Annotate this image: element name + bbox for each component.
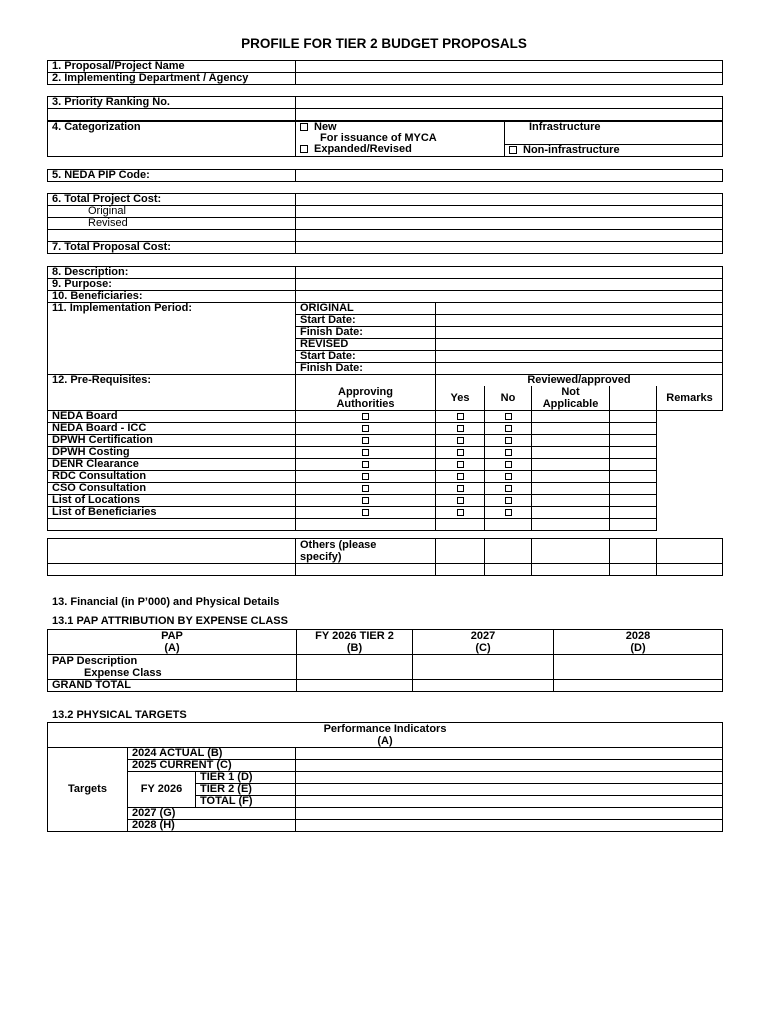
not-applicable-header: Not Applicable bbox=[532, 386, 610, 411]
prerequisite-row bbox=[48, 507, 723, 519]
total-project-cost-label: 6. Total Project Cost: bbox=[48, 194, 296, 206]
grand-total-label: GRAND TOTAL bbox=[48, 680, 297, 692]
checkbox-icon[interactable] bbox=[457, 425, 464, 432]
financial-heading: 13. Financial (in P’000) and Physical Details bbox=[52, 596, 280, 608]
tier2-label: TIER 2 (E) bbox=[196, 784, 296, 796]
revised-finish-date-label: Finish Date: bbox=[296, 363, 436, 375]
checkbox-icon[interactable] bbox=[362, 473, 369, 480]
prerequisite-row bbox=[48, 459, 723, 471]
description-label: 8. Description: bbox=[48, 267, 296, 279]
checkbox-icon[interactable] bbox=[457, 449, 464, 456]
prerequisite-row bbox=[48, 447, 723, 459]
revised-finish-date-field[interactable] bbox=[436, 363, 723, 375]
physical-targets-table bbox=[47, 722, 723, 832]
checkbox-icon[interactable] bbox=[505, 437, 512, 444]
approving-authorities-header: Approving Authorities bbox=[296, 386, 436, 411]
prerequisite-label: List of Beneficiaries bbox=[48, 507, 296, 519]
prerequisite-label: DPWH Certification bbox=[48, 435, 296, 447]
implementing-agency-field[interactable] bbox=[296, 73, 723, 85]
beneficiaries-label: 10. Beneficiaries: bbox=[48, 291, 296, 303]
new-option[interactable]: New bbox=[296, 122, 505, 134]
prerequisite-row bbox=[48, 471, 723, 483]
fy2026-header: FY 2026 TIER 2 (B) bbox=[297, 630, 413, 655]
checkbox-icon[interactable] bbox=[505, 413, 512, 420]
prerequisites-rows bbox=[48, 411, 723, 531]
no-header: No bbox=[485, 386, 532, 411]
revised-label: REVISED bbox=[296, 339, 436, 351]
y2028-h-label: 2028 (H) bbox=[128, 820, 296, 832]
revised-start-date-field[interactable] bbox=[436, 351, 723, 363]
checkbox-icon[interactable] bbox=[457, 473, 464, 480]
revised-cost-field[interactable] bbox=[296, 218, 723, 230]
others-table bbox=[47, 538, 723, 576]
others-label: Others (please specify) bbox=[296, 539, 436, 564]
finish-date-field[interactable] bbox=[436, 327, 723, 339]
implementing-agency-label: 2. Implementing Department / Agency bbox=[48, 73, 296, 85]
purpose-label: 9. Purpose: bbox=[48, 279, 296, 291]
checkbox-icon[interactable] bbox=[457, 437, 464, 444]
prerequisite-label: RDC Consultation bbox=[48, 471, 296, 483]
beneficiaries-field[interactable] bbox=[296, 291, 723, 303]
prerequisite-row bbox=[48, 411, 723, 423]
checkbox-icon[interactable] bbox=[362, 509, 369, 516]
neda-pip-table bbox=[47, 169, 723, 182]
checkbox-icon[interactable] bbox=[362, 461, 369, 468]
project-info-table bbox=[47, 60, 723, 85]
neda-pip-field[interactable] bbox=[296, 170, 723, 182]
categorization-label: 4. Categorization bbox=[48, 122, 296, 157]
myca-option: For issuance of MYCA bbox=[296, 133, 505, 144]
priority-ranking-label: 3. Priority Ranking No. bbox=[48, 97, 296, 109]
original-cost-field[interactable] bbox=[296, 206, 723, 218]
y2027-g-label: 2027 (G) bbox=[128, 808, 296, 820]
prerequisite-row bbox=[48, 483, 723, 495]
neda-pip-label: 5. NEDA PIP Code: bbox=[48, 170, 296, 182]
fy2026-label: FY 2026 bbox=[128, 772, 196, 808]
prerequisite-label: List of Locations bbox=[48, 495, 296, 507]
start-date-label: Start Date: bbox=[296, 315, 436, 327]
original-cost-label: Original bbox=[48, 206, 296, 218]
start-date-field[interactable] bbox=[436, 315, 723, 327]
description-field[interactable] bbox=[296, 267, 723, 279]
checkbox-icon[interactable] bbox=[300, 145, 308, 153]
reviewed-approved-header: Reviewed/approved bbox=[436, 375, 723, 387]
infrastructure-option[interactable]: Infrastructure bbox=[505, 122, 723, 145]
checkbox-icon[interactable] bbox=[505, 497, 512, 504]
implementation-period-label: 11. Implementation Period: bbox=[48, 303, 296, 375]
checkbox-icon[interactable] bbox=[362, 437, 369, 444]
actual-2024-label: 2024 ACTUAL (B) bbox=[128, 748, 296, 760]
tier1-label: TIER 1 (D) bbox=[196, 772, 296, 784]
original-label: ORIGINAL bbox=[296, 303, 436, 315]
yes-header: Yes bbox=[436, 386, 485, 411]
revised-cost-label: Revised bbox=[48, 218, 296, 230]
proposal-name-field[interactable] bbox=[296, 61, 723, 73]
priority-ranking-field[interactable] bbox=[296, 97, 723, 109]
revised-start-date-label: Start Date: bbox=[296, 351, 436, 363]
prerequisites-label: 12. Pre-Requisites: bbox=[48, 375, 296, 411]
y2028-header: 2028 (D) bbox=[554, 630, 723, 655]
pap-header: PAP (A) bbox=[48, 630, 297, 655]
remarks-header: Remarks bbox=[657, 386, 723, 411]
checkbox-icon[interactable] bbox=[509, 146, 517, 154]
checkbox-icon[interactable] bbox=[362, 485, 369, 492]
prerequisite-row bbox=[48, 495, 723, 507]
categorization-table bbox=[47, 121, 723, 157]
checkbox-icon[interactable] bbox=[362, 425, 369, 432]
checkbox-icon[interactable] bbox=[457, 497, 464, 504]
project-cost-table bbox=[47, 193, 723, 254]
priority-table bbox=[47, 96, 723, 121]
pap-attribution-table bbox=[47, 629, 723, 692]
checkbox-icon[interactable] bbox=[457, 461, 464, 468]
checkbox-icon[interactable] bbox=[505, 485, 512, 492]
prerequisite-label: CSO Consultation bbox=[48, 483, 296, 495]
non-infrastructure-option[interactable]: Non-infrastructure bbox=[505, 144, 723, 156]
purpose-field[interactable] bbox=[296, 279, 723, 291]
checkbox-icon[interactable] bbox=[457, 509, 464, 516]
total-proposal-cost-field[interactable] bbox=[296, 242, 723, 254]
checkbox-icon[interactable] bbox=[505, 449, 512, 456]
checkbox-icon[interactable] bbox=[362, 449, 369, 456]
checkbox-icon[interactable] bbox=[505, 425, 512, 432]
prerequisite-row bbox=[48, 423, 723, 435]
performance-indicators-header: Performance Indicators (A) bbox=[48, 723, 723, 748]
y2027-header: 2027 (C) bbox=[413, 630, 554, 655]
checkbox-icon[interactable] bbox=[362, 413, 369, 420]
finish-date-label: Finish Date: bbox=[296, 327, 436, 339]
prerequisite-row bbox=[48, 435, 723, 447]
checkbox-icon[interactable] bbox=[505, 461, 512, 468]
prerequisite-label: DPWH Costing bbox=[48, 447, 296, 459]
checkbox-icon[interactable] bbox=[505, 509, 512, 516]
current-2025-label: 2025 CURRENT (C) bbox=[128, 760, 296, 772]
physical-targets-heading: 13.2 PHYSICAL TARGETS bbox=[52, 709, 187, 721]
checkbox-icon[interactable] bbox=[505, 473, 512, 480]
checkbox-icon[interactable] bbox=[457, 485, 464, 492]
prerequisite-label: NEDA Board - ICC bbox=[48, 423, 296, 435]
page-title: PROFILE FOR TIER 2 BUDGET PROPOSALS bbox=[241, 36, 527, 51]
checkbox-icon[interactable] bbox=[362, 497, 369, 504]
checkbox-icon[interactable] bbox=[457, 413, 464, 420]
total-proposal-cost-label: 7. Total Proposal Cost: bbox=[48, 242, 296, 254]
pap-attribution-heading: 13.1 PAP ATTRIBUTION BY EXPENSE CLASS bbox=[52, 615, 288, 627]
pap-description-label: PAP Description Expense Class bbox=[48, 655, 297, 680]
proposal-name-label: 1. Proposal/Project Name bbox=[48, 61, 296, 73]
prerequisite-label: NEDA Board bbox=[48, 411, 296, 423]
description-table bbox=[47, 266, 723, 531]
checkbox-icon[interactable] bbox=[300, 123, 308, 131]
expanded-option[interactable]: Expanded/Revised bbox=[296, 144, 505, 156]
targets-label: Targets bbox=[48, 748, 128, 832]
prerequisite-label: DENR Clearance bbox=[48, 459, 296, 471]
total-label: TOTAL (F) bbox=[196, 796, 296, 808]
